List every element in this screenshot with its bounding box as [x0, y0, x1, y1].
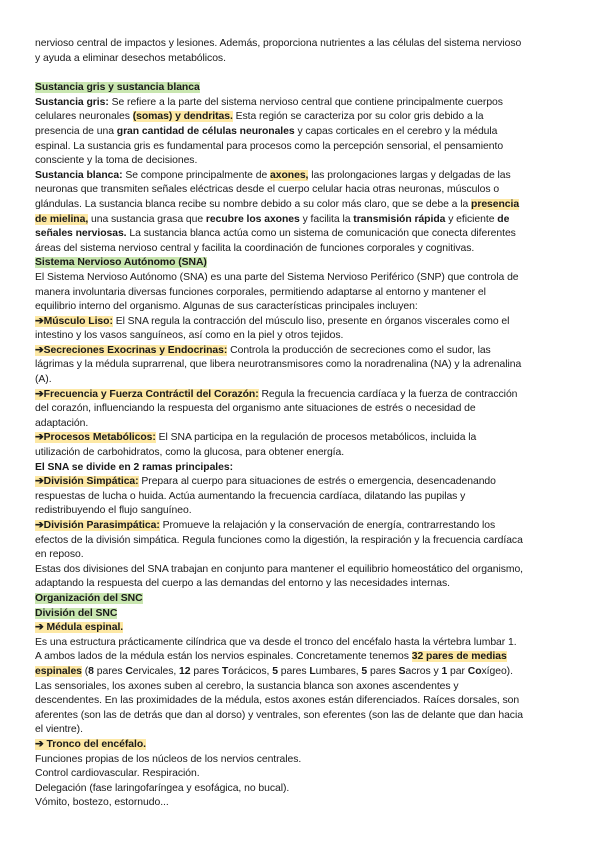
paragraph-line: manera involuntaria diversas funciones corporales, permitiendo adaptarse al entorno y mantener el — [35, 286, 486, 298]
bullet-label: ➔Frecuencia y Fuerza Contráctil del Corazón: — [35, 388, 259, 400]
paragraph-text: umbares, — [315, 665, 362, 677]
paragraph-text: Se refiere a la parte del sistema nervioso central que contiene principalmente cuerpos — [108, 96, 503, 108]
paragraph-line: del corazón, influenciando la respuesta del organismo ante situaciones de estrés o necesidad de — [35, 403, 476, 415]
document-body — [35, 37, 567, 811]
bullet-label: ➔Secreciones Exocrinas y Endocrinas: — [35, 344, 228, 356]
paragraph-line: adaptando la respuesta del cuerpo a las demandas del entorno y las necesidades internas. — [35, 578, 450, 590]
intro-line: nervioso central de impactos y lesiones. Además, proporciona nutrientes a las células del sistema nervioso — [35, 38, 522, 49]
bullet-label: ➔Procesos Metabólicos: — [35, 432, 156, 444]
paragraph-text: Prepara al cuerpo para situaciones de estrés o emergencia, desencadenando — [138, 476, 496, 488]
bold-term: recubre los axones — [205, 213, 300, 225]
section-heading: Sistema Nervioso Autónomo (SNA) — [35, 257, 207, 269]
paragraph-line: Es una estructura prácticamente cilíndrica que va desde el tronco del encéfalo hasta la vértebra lumbar 1. — [35, 636, 517, 648]
paragraph-text: acros y — [405, 665, 442, 677]
paragraph-line: efectos de la división simpática. Regula funciones como la digestión, la respiración y la frecuencia cardíaca — [35, 534, 523, 546]
paragraph-line: áreas del sistema nervioso central y facilita la coordinación de funciones corporales y cognitivas. — [35, 242, 475, 254]
paragraph-text: El SNA participa en la regulación de procesos metabólicos, incluida la — [155, 432, 477, 444]
highlighted-term: 32 pares de medias — [411, 651, 507, 663]
paragraph-text: pares — [190, 665, 222, 677]
paragraph-line: intestino y los vasos sanguíneos, así como en la piel y otros tejidos. — [35, 330, 344, 342]
paragraph-text: ervicales, — [132, 665, 180, 677]
paragraph-text: pares — [93, 665, 126, 677]
bullet-label: ➔División Simpática: — [35, 476, 139, 488]
highlighted-term: de mielina, — [35, 213, 89, 225]
paragraph-text: El SNA regula la contracción del músculo liso, presente en órganos viscerales como el — [112, 315, 510, 327]
bold-term: gran cantidad de células neuronales — [116, 125, 295, 137]
spacer — [35, 66, 567, 81]
paragraph-line: neuronas que transmiten señales eléctricas desde el cuerpo celular hacia otras neuronas, músculos o — [35, 184, 500, 196]
paragraph-line: descendentes. En las proximidades de la médula, estos axones están diferenciados. Raíces dorsales, son — [35, 695, 520, 707]
bullet-label: ➔ Tronco del encéfalo. — [35, 738, 146, 750]
paragraph-line: en reposo. — [35, 549, 84, 561]
paragraph-text: xígeo). — [481, 665, 513, 677]
highlighted-term: presencia — [471, 198, 520, 210]
bold-term: de — [497, 213, 510, 225]
bold-term: S — [398, 665, 406, 677]
bold-term: 8 — [88, 665, 94, 677]
bold-term: T — [221, 665, 229, 677]
bold-term: transmisión rápida — [353, 213, 446, 225]
paragraph-line: (A). — [35, 374, 52, 386]
paragraph-line: equilibrio interno del organismo. Algunas de sus características principales incluyen: — [35, 301, 418, 313]
paragraph-text: par — [447, 665, 468, 677]
paragraph-text: y facilita la — [299, 213, 354, 225]
paragraph-text: Controla la producción de secreciones como el sudor, las — [227, 344, 491, 356]
paragraph-text: Esta región se caracteriza por su color gris debido a la — [232, 111, 484, 123]
paragraph-text: A ambos lados de la médula están los nervios espinales. Concretamente tenemos — [35, 651, 412, 663]
paragraph-line: redistribuyendo el flujo sanguíneo. — [35, 505, 192, 517]
bold-term: L — [309, 665, 316, 677]
paragraph-line: Estas dos divisiones del SNA trabajan en conjunto para mantener el equilibrio homeostático del organismo, — [35, 563, 524, 575]
paragraph-text: presencia de una — [35, 125, 117, 137]
paragraph-line: espinal. La sustancia gris es fundamental para procesos como la percepción sensorial, el pensamiento — [35, 140, 504, 152]
paragraph-line: consciente y la toma de decisiones. — [35, 155, 198, 167]
paragraph-line: Control cardiovascular. Respiración. — [35, 768, 200, 780]
paragraph-line: Delegación (fase laringofaríngea y esofágica, no bucal). — [35, 782, 290, 794]
paragraph-line: El Sistema Nervioso Autónomo (SNA) es una parte del Sistema Nervioso Periférico (SNP) que controla de — [35, 271, 519, 283]
paragraph-line: lágrimas y la médula suprarrenal, que libera neurotransmisores como la noradrenalina (NA) y la adrenalina — [35, 359, 522, 371]
bullet-label: ➔ Médula espinal. — [35, 622, 124, 634]
paragraph-line: respuestas de lucha o huida. Actúa aumentando la frecuencia cardíaca, dilatando las pupilas y — [35, 490, 466, 502]
paragraph-text: celulares neuronales — [35, 111, 133, 123]
bold-term: Co — [467, 665, 482, 677]
paragraph-text: orácicos, — [228, 665, 273, 677]
subheading: El SNA se divide en 2 ramas principales: — [35, 461, 234, 473]
paragraph-text: ( — [81, 665, 89, 677]
bullet-label: ➔División Parasimpática: — [35, 520, 160, 531]
bold-term: 5 — [361, 665, 368, 677]
section-heading: Sustancia gris y sustancia blanca — [35, 82, 200, 94]
paragraph-line: adaptación. — [35, 417, 89, 429]
paragraph-line: aferentes (son las de detrás que dan al dorso) y ventrales, son eferentes (son las de delante que dan hacia — [35, 709, 523, 721]
paragraph-text: Promueve la relajación y la conservación de energía, contrarrestando los — [159, 520, 496, 531]
paragraph-text: y capas corticales en el cerebro y la médula — [294, 125, 498, 137]
paragraph-text: La sustancia blanca actúa como un sistema de comunicación que conecta diferentes — [126, 228, 516, 240]
paragraph-text: y eficiente — [445, 213, 498, 225]
section-heading: Organización del SNC — [35, 592, 143, 604]
section-heading: División del SNC — [35, 607, 118, 619]
term-label: Sustancia gris: — [35, 96, 109, 108]
paragraph-line: el vientre). — [35, 724, 83, 736]
paragraph-text: las prolongaciones largas y delgadas de las — [308, 169, 511, 181]
paragraph-text: una sustancia grasa que — [88, 213, 206, 225]
intro-line: y ayuda a eliminar desechos metabólicos. — [35, 52, 226, 64]
paragraph-line: Funciones propias de los núcleos de los nervios centrales. — [35, 753, 302, 765]
highlighted-term: axones, — [270, 169, 309, 181]
bold-term: C — [125, 665, 133, 677]
bold-term: señales nerviosas. — [35, 228, 127, 240]
bold-term: 5 — [272, 665, 278, 677]
paragraph-text: pares — [367, 665, 399, 677]
highlighted-term: espinales — [35, 665, 82, 677]
paragraph-line: Vómito, bostezo, estornudo... — [35, 797, 169, 809]
paragraph-line: utilización de carbohidratos, como la glucosa, para obtener energía. — [35, 447, 345, 459]
term-label: Sustancia blanca: — [35, 169, 123, 181]
paragraph-line: Las sensoriales, los axones suben al cerebro, la sustancia blanca son axones ascendentes y — [35, 680, 459, 692]
bold-term: 12 — [179, 665, 191, 677]
paragraph-text: pares — [277, 665, 310, 677]
highlighted-term: (somas) y dendritas. — [132, 111, 233, 123]
paragraph-text: Se compone principalmente de — [122, 169, 271, 181]
paragraph-text: glándulas. La sustancia blanca recibe su nombre debido a su color más claro, que se debe a la — [35, 198, 472, 210]
bullet-label: ➔Músculo Liso: — [35, 315, 113, 327]
paragraph-text: Regula la frecuencia cardíaca y la fuerza de contracción — [258, 388, 518, 400]
bold-term: 1 — [441, 665, 448, 677]
